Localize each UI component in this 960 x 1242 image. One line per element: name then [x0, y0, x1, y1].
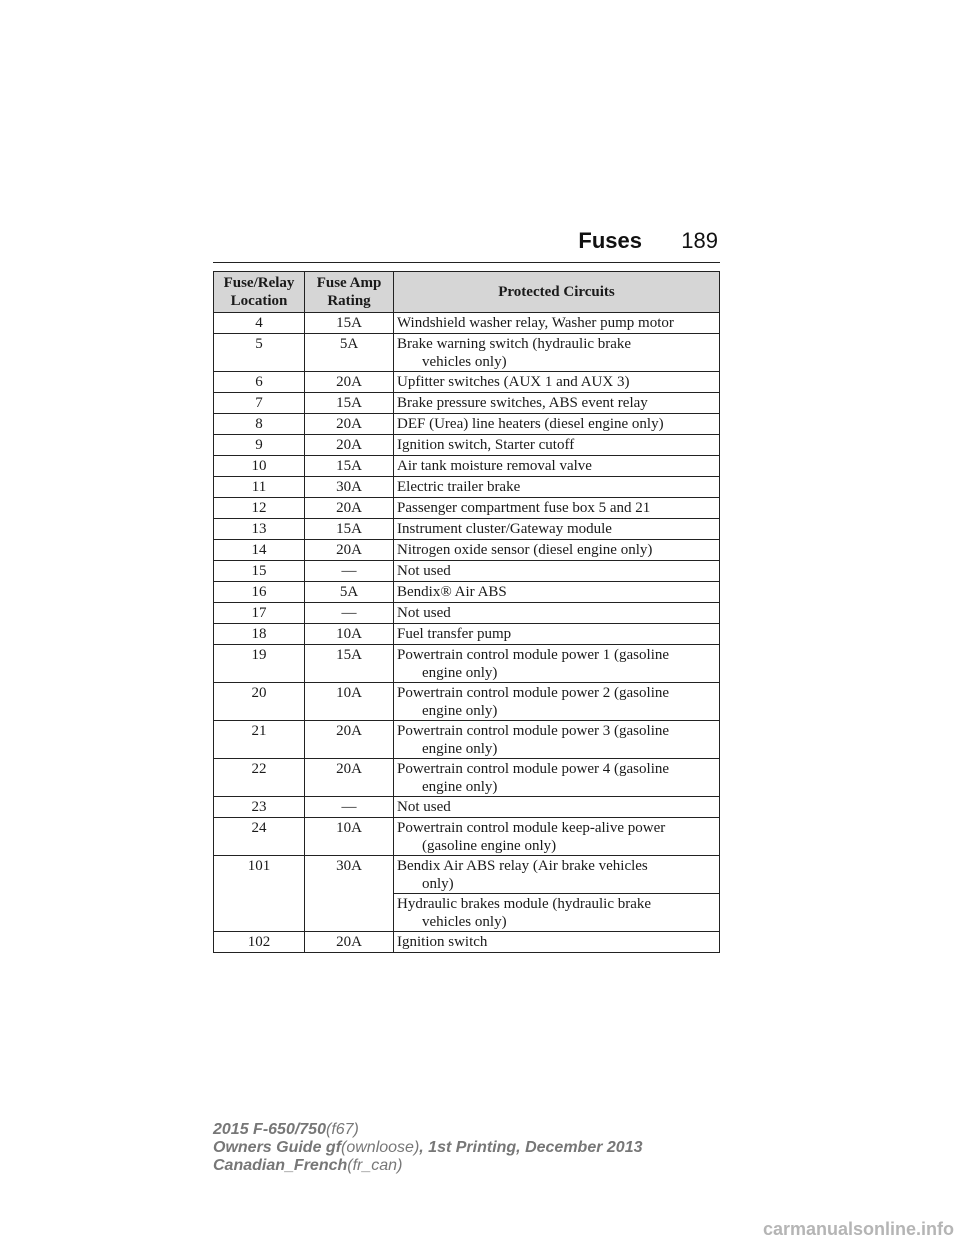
page-number: 189: [681, 228, 718, 253]
circuit-line: Nitrogen oxide sensor (diesel engine only): [397, 542, 653, 558]
fuse-circuits: [394, 372, 720, 393]
circuit-line: Not used: [397, 605, 451, 621]
table-row: [214, 498, 720, 519]
header-circuits-line: Protected Circuits: [498, 284, 615, 300]
table-header-row: [214, 272, 720, 313]
fuse-rating: 15A: [305, 456, 394, 477]
table-row: [214, 603, 720, 624]
fuse-location: 17: [214, 603, 305, 624]
fuse-location: 14: [214, 540, 305, 561]
footer-line-3: [213, 1157, 642, 1175]
footer-guide: Owners Guide gf: [213, 1139, 342, 1156]
fuse-location: [214, 894, 305, 932]
fuse-rating: —: [305, 561, 394, 582]
fuse-circuits: [394, 624, 720, 645]
footer-guide-code: (ownloose): [341, 1139, 420, 1156]
circuit-line: engine only): [422, 779, 498, 795]
watermark: carmanualsonline.info: [762, 1219, 954, 1239]
circuit-line: vehicles only): [422, 914, 507, 930]
fuse-location: 101: [214, 856, 305, 894]
header-location-line: Fuse/Relay: [223, 275, 295, 291]
fuse-location: 9: [214, 435, 305, 456]
circuit-line: Powertrain control module keep-alive power: [397, 820, 666, 836]
circuit-line: Passenger compartment fuse box 5 and 21: [397, 500, 651, 516]
circuit-line: Electric trailer brake: [397, 479, 521, 495]
table-row: [214, 477, 720, 498]
circuit-line: Bendix Air ABS relay (Air brake vehicles: [397, 858, 648, 874]
fuse-location: 12: [214, 498, 305, 519]
fuse-circuits: [394, 313, 720, 334]
table-row: [214, 624, 720, 645]
fuse-rating: —: [305, 603, 394, 624]
fuse-circuits: [394, 645, 720, 683]
fuse-rating: 20A: [305, 932, 394, 953]
circuit-line: Not used: [397, 563, 451, 579]
table-row: [214, 582, 720, 603]
fuse-circuits: [394, 856, 720, 894]
fuse-location: 23: [214, 797, 305, 818]
fuse-rating: 5A: [305, 582, 394, 603]
fuse-circuits: [394, 603, 720, 624]
fuse-location: 19: [214, 645, 305, 683]
fuse-circuits: [394, 683, 720, 721]
table-row: [214, 519, 720, 540]
fuse-location: 21: [214, 721, 305, 759]
header-rating-line: Fuse Amp: [316, 275, 382, 291]
fuse-circuits: [394, 540, 720, 561]
fuse-location: 22: [214, 759, 305, 797]
fuse-circuits: [394, 519, 720, 540]
circuit-line: Powertrain control module power 1 (gasoline: [397, 647, 670, 663]
table-row: [214, 759, 720, 797]
circuit-line: Hydraulic brakes module (hydraulic brake: [397, 896, 652, 912]
table-row: [214, 932, 720, 953]
circuit-line: (gasoline engine only): [422, 838, 557, 854]
circuit-line: Fuel transfer pump: [397, 626, 512, 642]
fuse-circuits: [394, 721, 720, 759]
circuit-line: Brake pressure switches, ABS event relay: [397, 395, 648, 411]
footer-line-1: [213, 1121, 642, 1139]
fuse-circuits: [394, 759, 720, 797]
table-row: [214, 414, 720, 435]
fuse-location: 16: [214, 582, 305, 603]
header-location-line: Location: [230, 293, 288, 309]
circuit-line: DEF (Urea) line heaters (diesel engine only): [397, 416, 664, 432]
fuse-location: 10: [214, 456, 305, 477]
fuse-location: 6: [214, 372, 305, 393]
fuse-table: [213, 271, 720, 953]
circuit-line: Powertrain control module power 3 (gasoline: [397, 723, 670, 739]
fuse-circuits: [394, 435, 720, 456]
circuit-line: Bendix® Air ABS: [397, 584, 507, 600]
fuse-location: 5: [214, 334, 305, 372]
table-row: [214, 372, 720, 393]
table-row: [214, 721, 720, 759]
fuse-location: 4: [214, 313, 305, 334]
table-row: [214, 456, 720, 477]
table-row: [214, 393, 720, 414]
fuse-location: 11: [214, 477, 305, 498]
table-row: [214, 894, 720, 932]
circuit-line: Instrument cluster/Gateway module: [397, 521, 612, 537]
fuse-rating: 15A: [305, 313, 394, 334]
circuit-line: only): [422, 876, 454, 892]
circuit-line: Not used: [397, 799, 451, 815]
fuse-rating: 20A: [305, 372, 394, 393]
header-location: [214, 272, 305, 313]
fuse-location: 15: [214, 561, 305, 582]
footer-model: 2015 F-650/750: [213, 1121, 326, 1138]
footer-model-code: (f67): [325, 1121, 359, 1138]
fuse-circuits: [394, 477, 720, 498]
footer-language-code: (fr_can): [347, 1157, 403, 1174]
fuse-circuits: [394, 456, 720, 477]
section-title: Fuses: [578, 228, 642, 253]
circuit-line: Windshield washer relay, Washer pump motor: [397, 315, 674, 331]
table-row: [214, 645, 720, 683]
fuse-location: 7: [214, 393, 305, 414]
fuse-circuits: [394, 414, 720, 435]
fuse-rating: 20A: [305, 498, 394, 519]
fuse-location: 13: [214, 519, 305, 540]
fuse-rating: 10A: [305, 624, 394, 645]
circuit-line: Upfitter switches (AUX 1 and AUX 3): [397, 374, 630, 390]
circuit-line: engine only): [422, 703, 498, 719]
circuit-line: Powertrain control module power 4 (gasoline: [397, 761, 670, 777]
circuit-line: Brake warning switch (hydraulic brake: [397, 336, 632, 352]
fuse-circuits: [394, 894, 720, 932]
fuse-rating: 20A: [305, 540, 394, 561]
table-row: [214, 856, 720, 894]
fuse-location: 20: [214, 683, 305, 721]
fuse-rating: 20A: [305, 759, 394, 797]
fuse-location: 18: [214, 624, 305, 645]
header-rating-line: Rating: [327, 293, 371, 309]
fuse-rating: 10A: [305, 818, 394, 856]
header-rating: [305, 272, 394, 313]
fuse-rating: 20A: [305, 721, 394, 759]
fuse-location: 24: [214, 818, 305, 856]
footer-line-2: [213, 1139, 642, 1157]
fuse-rating: 10A: [305, 683, 394, 721]
fuse-rating: 20A: [305, 435, 394, 456]
circuit-line: engine only): [422, 665, 498, 681]
fuse-circuits: [394, 797, 720, 818]
table-row: [214, 334, 720, 372]
fuse-rating: 30A: [305, 856, 394, 894]
fuse-rating: 30A: [305, 477, 394, 498]
fuse-circuits: [394, 818, 720, 856]
fuse-location: 8: [214, 414, 305, 435]
page-header: [213, 228, 720, 263]
circuit-line: Air tank moisture removal valve: [397, 458, 592, 474]
fuse-circuits: [394, 334, 720, 372]
table-row: [214, 797, 720, 818]
circuit-line: Ignition switch, Starter cutoff: [397, 437, 575, 453]
fuse-circuits: [394, 561, 720, 582]
fuse-rating: 15A: [305, 645, 394, 683]
table-row: [214, 561, 720, 582]
fuse-circuits: [394, 393, 720, 414]
fuse-circuits: [394, 932, 720, 953]
fuse-rating: 20A: [305, 414, 394, 435]
fuse-rating: —: [305, 797, 394, 818]
table-row: [214, 683, 720, 721]
fuse-rating: 15A: [305, 393, 394, 414]
fuse-rating: 15A: [305, 519, 394, 540]
table-row: [214, 540, 720, 561]
fuse-rating: [305, 894, 394, 932]
circuit-line: Powertrain control module power 2 (gasoline: [397, 685, 670, 701]
document-footer: [213, 1121, 642, 1175]
fuse-circuits: [394, 498, 720, 519]
circuit-line: vehicles only): [422, 354, 507, 370]
fuse-location: 102: [214, 932, 305, 953]
table-row: [214, 818, 720, 856]
footer-language: Canadian_French: [213, 1157, 348, 1174]
header-circuits: [394, 272, 720, 313]
footer-printing: , 1st Printing, December 2013: [419, 1139, 643, 1156]
fuse-circuits: [394, 582, 720, 603]
fuse-rating: 5A: [305, 334, 394, 372]
table-row: [214, 313, 720, 334]
table-row: [214, 435, 720, 456]
circuit-line: engine only): [422, 741, 498, 757]
circuit-line: Ignition switch: [397, 934, 488, 950]
